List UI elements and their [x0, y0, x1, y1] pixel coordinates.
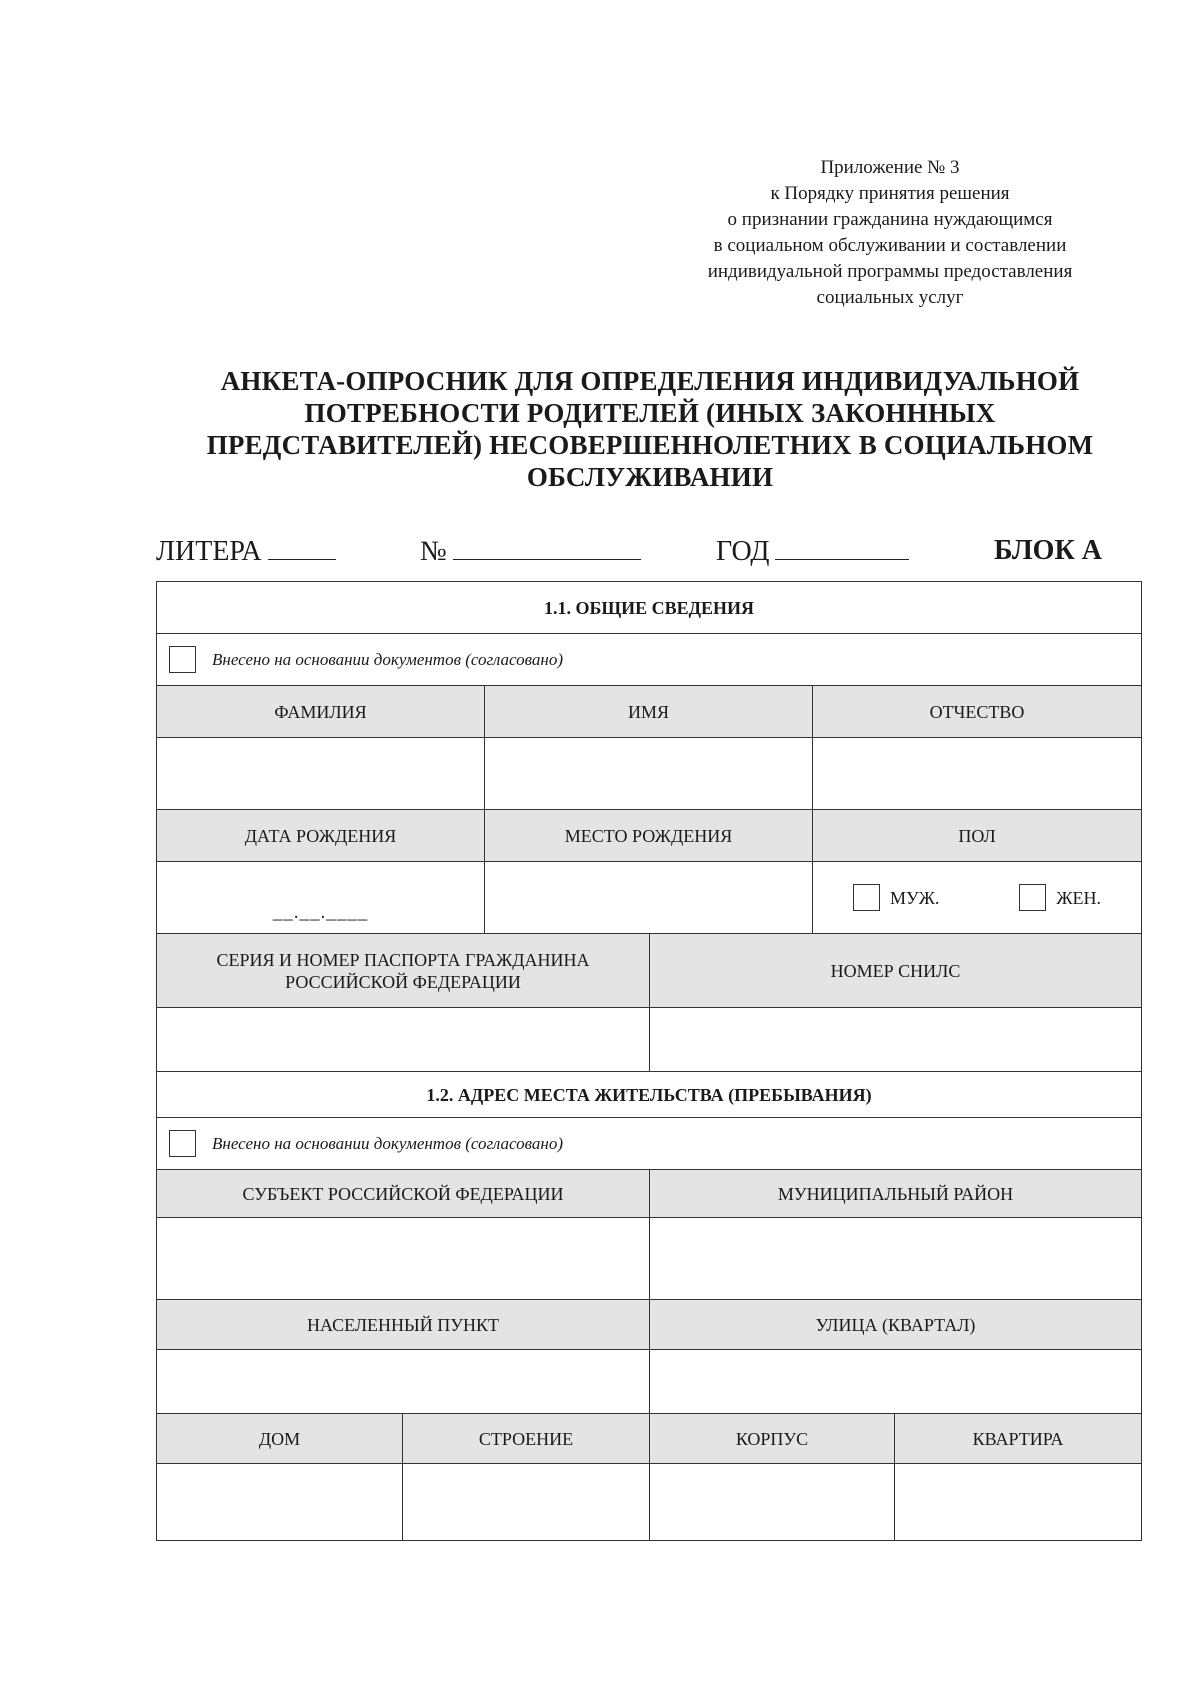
- house-headers-row: [157, 1414, 1141, 1464]
- building-field[interactable]: [403, 1464, 650, 1540]
- birth-place-field[interactable]: [485, 862, 813, 933]
- birth-headers-row: [157, 810, 1141, 862]
- document-title: [150, 365, 1150, 493]
- name-headers-row: [157, 686, 1141, 738]
- number-field: [420, 533, 641, 569]
- documents-inputs-row: [157, 1008, 1141, 1072]
- annex-reference: [660, 155, 1120, 311]
- documents-checkbox[interactable]: [169, 646, 196, 673]
- female-label: ЖЕН.: [1056, 887, 1101, 908]
- apartment-field[interactable]: [895, 1464, 1141, 1540]
- annex-line: Приложение № 3: [820, 157, 960, 178]
- district-field[interactable]: [650, 1218, 1141, 1299]
- name-inputs-row: [157, 738, 1141, 810]
- address-note-row: [157, 1118, 1141, 1170]
- annex-line: индивидуальной программы предоставления: [707, 261, 1073, 282]
- title-line: АНКЕТА-ОПРОСНИК ДЛЯ ОПРЕДЕЛЕНИЯ ИНДИВИДУАЛЬНОЙ: [220, 366, 1080, 396]
- locality-inputs-row: [157, 1350, 1141, 1414]
- litera-field: [156, 533, 336, 569]
- region-inputs-row: [157, 1218, 1141, 1300]
- male-checkbox[interactable]: [853, 884, 880, 911]
- section-header: [157, 582, 1141, 634]
- snils-header: НОМЕР СНИЛС: [650, 934, 1141, 1007]
- apartment-header: КВАРТИРА: [895, 1414, 1141, 1463]
- subject-header: СУБЪЕКТ РОССИЙСКОЙ ФЕДЕРАЦИИ: [157, 1170, 650, 1217]
- passport-header-line: СЕРИЯ И НОМЕР ПАСПОРТА ГРАЖДАНИНА: [216, 949, 590, 970]
- house-header: ДОМ: [157, 1414, 403, 1463]
- male-option[interactable]: [853, 884, 939, 911]
- subject-field[interactable]: [157, 1218, 650, 1299]
- litera-blank[interactable]: [268, 533, 336, 560]
- street-field[interactable]: [650, 1350, 1141, 1413]
- documents-note-row: [157, 634, 1141, 686]
- district-header: МУНИЦИПАЛЬНЫЙ РАЙОН: [650, 1170, 1141, 1217]
- birth-place-header: МЕСТО РОЖДЕНИЯ: [485, 810, 813, 861]
- male-label: МУЖ.: [889, 887, 940, 908]
- number-label: №: [420, 536, 447, 567]
- surname-field[interactable]: [157, 738, 485, 809]
- name-field[interactable]: [485, 738, 813, 809]
- date-placeholder: __.__.____: [272, 901, 369, 923]
- birth-date-field[interactable]: [157, 862, 485, 933]
- number-blank[interactable]: [453, 533, 641, 560]
- surname-header: ФАМИЛИЯ: [157, 686, 485, 737]
- section-title: 1.2. АДРЕС МЕСТА ЖИТЕЛЬСТВА (ПРЕБЫВАНИЯ): [426, 1084, 872, 1105]
- locality-headers-row: [157, 1300, 1141, 1350]
- section-header: [157, 1072, 1141, 1118]
- section-title: 1.1. ОБЩИЕ СВЕДЕНИЯ: [543, 597, 755, 618]
- annex-line: социальных услуг: [816, 287, 964, 308]
- birth-inputs-row: [157, 862, 1141, 934]
- building-header: СТРОЕНИЕ: [403, 1414, 650, 1463]
- annex-line: в социальном обслуживании и составлении: [713, 235, 1067, 256]
- house-field[interactable]: [157, 1464, 403, 1540]
- block-label: БЛОК А: [994, 535, 1102, 566]
- patronymic-field[interactable]: [813, 738, 1141, 809]
- address-documents-checkbox[interactable]: [169, 1130, 196, 1157]
- female-option[interactable]: [1019, 884, 1101, 911]
- annex-line: к Порядку принятия решения: [770, 183, 1010, 204]
- documents-headers-row: [157, 934, 1141, 1008]
- passport-header: [157, 934, 650, 1007]
- name-header: ИМЯ: [485, 686, 813, 737]
- patronymic-header: ОТЧЕСТВО: [813, 686, 1141, 737]
- block-header: КОРПУС: [650, 1414, 895, 1463]
- sex-header: ПОЛ: [813, 810, 1141, 861]
- sex-field: [813, 862, 1141, 933]
- birth-date-header: ДАТА РОЖДЕНИЯ: [157, 810, 485, 861]
- year-label: ГОД: [716, 536, 770, 567]
- settlement-field[interactable]: [157, 1350, 650, 1413]
- questionnaire-form: [156, 581, 1142, 1541]
- female-checkbox[interactable]: [1019, 884, 1046, 911]
- passport-header-line: РОССИЙСКОЙ ФЕДЕРАЦИИ: [285, 971, 521, 992]
- block-field[interactable]: [650, 1464, 895, 1540]
- documents-note: Внесено на основании документов (согласовано): [212, 649, 563, 669]
- house-inputs-row: [157, 1464, 1141, 1540]
- passport-field[interactable]: [157, 1008, 650, 1071]
- title-line: ПОТРЕБНОСТИ РОДИТЕЛЕЙ (ИНЫХ ЗАКОНННЫХ: [304, 398, 996, 428]
- settlement-header: НАСЕЛЕННЫЙ ПУНКТ: [157, 1300, 650, 1349]
- title-line: ПРЕДСТАВИТЕЛЕЙ) НЕСОВЕРШЕННОЛЕТНИХ В СОЦИАЛЬНОМ: [206, 430, 1094, 460]
- title-line: ОБСЛУЖИВАНИИ: [526, 462, 774, 492]
- year-blank[interactable]: [775, 533, 909, 560]
- year-field: [716, 533, 909, 569]
- snils-field[interactable]: [650, 1008, 1141, 1071]
- region-headers-row: [157, 1170, 1141, 1218]
- address-documents-note: Внесено на основании документов (согласовано): [212, 1133, 563, 1153]
- street-header: УЛИЦА (КВАРТАЛ): [650, 1300, 1141, 1349]
- annex-line: о признании гражданина нуждающимся: [727, 209, 1053, 230]
- litera-label: ЛИТЕРА: [156, 536, 262, 567]
